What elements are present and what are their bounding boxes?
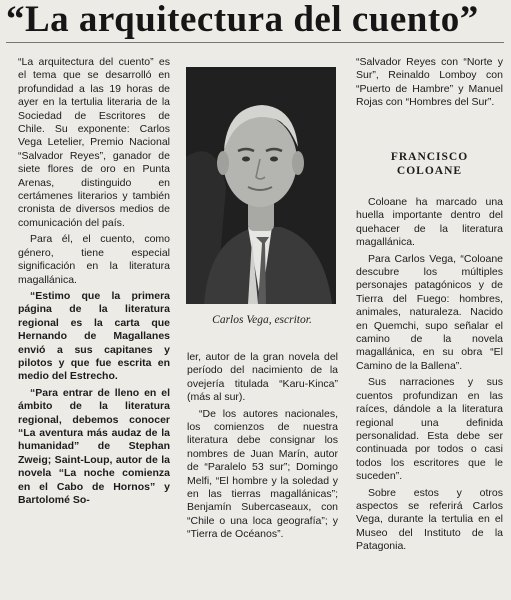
paragraph: “La arquitectura del cuento” es el tema que se desarrolló en profundidad a las 19 horas de ayer en la tertulia literaria de la Sociedad de Escritores de Chile. Su exponente: Carlos Vega Letelier, Premio Nacional “Salvador Reyes”, ganador de siete flores de oro en Punta Arenas, distinguido en certámenes literarios y también cronista de diversos medios de comunicación del país.	[18, 56, 170, 229]
paragraph: Coloane ha marcado una huella importante dentro del quehacer de la literatura magallánica.	[356, 196, 503, 249]
author-first-name: FRANCISCO	[390, 151, 469, 163]
paragraph: “De los autores nacionales, los comienzos de nuestra literatura debe consignar los nombres de Juan Marín, autor de “Paralelo 53 sur”; Domingo Melfi, “El hombre y la soledad y en las tierras magallánicas”; Benjamín Subercaseaux, con “Chile o una loca geografía”; y “Tierra de Océanos”.	[187, 407, 338, 541]
article-column-left	[18, 56, 170, 510]
paragraph: Sus narraciones y sus cuentos profundizan en las raíces, dándole a la literatura regional una definida personalidad. Esta debe ser continuada por todos o casi todos los escritores que le suceden”.	[356, 376, 503, 483]
photo-caption: Carlos Vega, escritor.	[212, 314, 312, 326]
author-portrait-photo	[186, 67, 336, 304]
author-last-name: COLOANE	[396, 165, 463, 177]
paragraph: Sobre estos y otros aspectos se referirá Carlos Vega, durante la tertulia en el Museo del Instituto de la Patagonia.	[356, 486, 503, 553]
paragraph: ler, autor de la gran novela del período del nacimiento de la ovejería titulada “Karu-Kinca” (más al sur).	[187, 351, 338, 404]
author-byline	[356, 150, 503, 178]
portrait-illustration	[186, 67, 336, 304]
article-column-middle	[187, 351, 338, 545]
paragraph: “Para entrar de lleno en el ámbito de la literatura regional, debemos conocer “La aventura más audaz de la humanidad” de Stephan Zweig; Saint-Loup, autor de la novela “La noche comienza en el Cabo de Hornos” y Bartolomé So-	[18, 386, 170, 506]
paragraph: Para Carlos Vega, “Coloane descubre los múltiples personajes patagónicos y de Tierra del Fuego: hombres, animales, naturaleza. Nacido en Quemchi, supo señalar el camino de la novela magallánica, en su obra “El Camino de la Ballena”.	[356, 252, 503, 372]
headline-rule	[6, 42, 504, 43]
paragraph: Para él, el cuento, como género, tiene especial significación en la literatura magallánica.	[18, 233, 170, 286]
article-column-right-top: “Salvador Reyes con “Norte y Sur”, Reinaldo Lomboy con “Puerto de Hambre” y Manuel Rojas con “Hombres del Sur”.	[356, 56, 503, 109]
article-headline: “La arquitectura del cuento”	[6, 0, 479, 40]
paragraph: “Estimo que la primera página de la literatura regional es la carta que Hernando de Magallanes envió a sus capitanes y pilotos y que fue escrita en medio del Estrecho.	[18, 289, 170, 383]
article-column-right	[356, 196, 503, 557]
